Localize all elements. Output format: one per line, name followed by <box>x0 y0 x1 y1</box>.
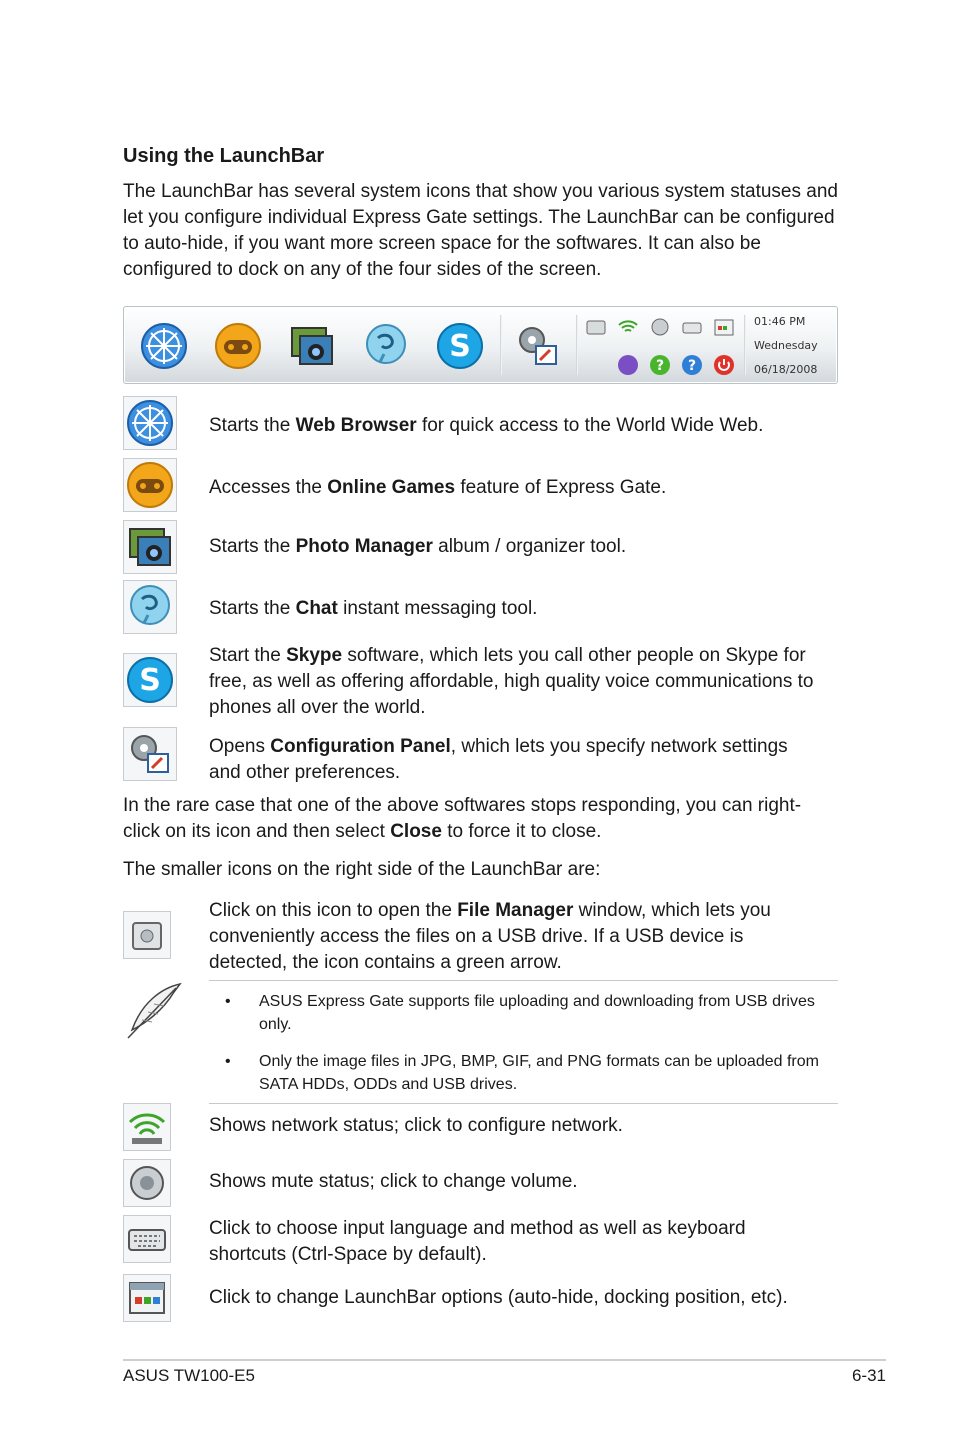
launchbar-image <box>123 306 838 384</box>
skype-icon <box>123 653 177 707</box>
keyboard-small-icon <box>680 315 704 339</box>
help-blue-icon <box>680 353 704 377</box>
feather-note-icon <box>122 980 184 1042</box>
network-description: Shows network status; click to configure network. <box>209 1115 623 1136</box>
section-heading: Using the LaunchBar <box>123 145 325 167</box>
online-games-icon <box>123 458 177 512</box>
online-games-description: Accesses the Online Games feature of Express Gate. <box>209 477 667 498</box>
svg-text:S: S <box>449 329 471 364</box>
purple-circle-icon <box>616 353 640 377</box>
clock-date: 06/18/2008 <box>754 363 818 376</box>
mute-volume-icon <box>123 1159 171 1207</box>
configuration-panel-icon <box>123 727 177 781</box>
online-games-icon <box>212 320 264 372</box>
svg-text:S: S <box>139 663 161 698</box>
svg-text:?: ? <box>687 358 697 374</box>
clock-day: Wednesday <box>754 339 818 352</box>
skype-icon <box>434 320 486 372</box>
footer-product-name: ASUS TW100-E5 <box>123 1366 255 1385</box>
volume-small-icon <box>648 315 672 339</box>
network-small-icon <box>616 315 640 339</box>
network-icon <box>123 1103 171 1151</box>
intro-paragraph: The LaunchBar has several system icons that show you various system statuses and let you configure individual Express Gate settings. The LaunchBar can be configured to auto-hide, if you want more screen space for the softwares. It can also be configured to dock on any of the four sides of the screen. <box>123 181 838 280</box>
smaller-icons-intro: The smaller icons on the right side of the LaunchBar are: <box>123 859 601 880</box>
footer-divider <box>123 1359 886 1361</box>
launchbar-separator <box>744 315 746 375</box>
web-browser-icon <box>123 396 177 450</box>
file-manager-description: Click on this icon to open the File Manager window, which lets you conveniently access the files on a USB drive. If a USB device is detected, the icon contains a green arrow. <box>209 900 771 973</box>
web-browser-description: Starts the Web Browser for quick access to the World Wide Web. <box>209 415 764 436</box>
configuration-panel-description: Opens Configuration Panel, which lets you specify network settings and other preferences. <box>209 736 788 783</box>
photo-manager-icon <box>286 320 338 372</box>
input-language-description: Click to choose input language and method as well as keyboard shortcuts (Ctrl-Space by default). <box>209 1218 746 1265</box>
file-manager-icon <box>123 911 171 959</box>
launchbar-options-icon <box>123 1274 171 1322</box>
launchbar-separator <box>576 315 578 375</box>
photo-manager-description: Starts the Photo Manager album / organizer tool. <box>209 536 627 557</box>
file-manager-small-icon <box>584 315 608 339</box>
rare-case-paragraph: In the rare case that one of the above softwares stops responding, you can right-click on its icon and then select Close to force it to close. <box>123 795 802 842</box>
launchbar-options-description: Click to change LaunchBar options (auto-hide, docking position, etc). <box>209 1287 788 1308</box>
power-icon <box>712 353 736 377</box>
keyboard-icon <box>123 1215 171 1263</box>
volume-description: Shows mute status; click to change volume. <box>209 1171 578 1192</box>
clock-time: 01:46 PM <box>754 315 806 328</box>
photo-manager-icon <box>123 520 177 574</box>
configuration-panel-icon <box>512 320 564 372</box>
svg-text:?: ? <box>655 358 665 374</box>
chat-description: Starts the Chat instant messaging tool. <box>209 598 538 619</box>
footer-page-number: 6-31 <box>851 1366 886 1385</box>
note-box: • ASUS Express Gate supports file uploading and downloading from USB drives only. • Only the image files in JPG, BMP, GIF, and PNG formats can be uploaded from SATA HDDs, ODDs and USB drives. <box>209 980 838 1104</box>
web-browser-icon <box>138 320 190 372</box>
options-small-icon <box>712 315 736 339</box>
help-green-icon <box>648 353 672 377</box>
skype-description: Start the Skype software, which lets you call other people on Skype for free, as well as offering affordable, high quality voice communications to phones all over the world. <box>209 645 814 718</box>
launchbar-separator <box>500 315 502 375</box>
chat-icon <box>360 320 412 372</box>
chat-icon <box>123 580 177 634</box>
